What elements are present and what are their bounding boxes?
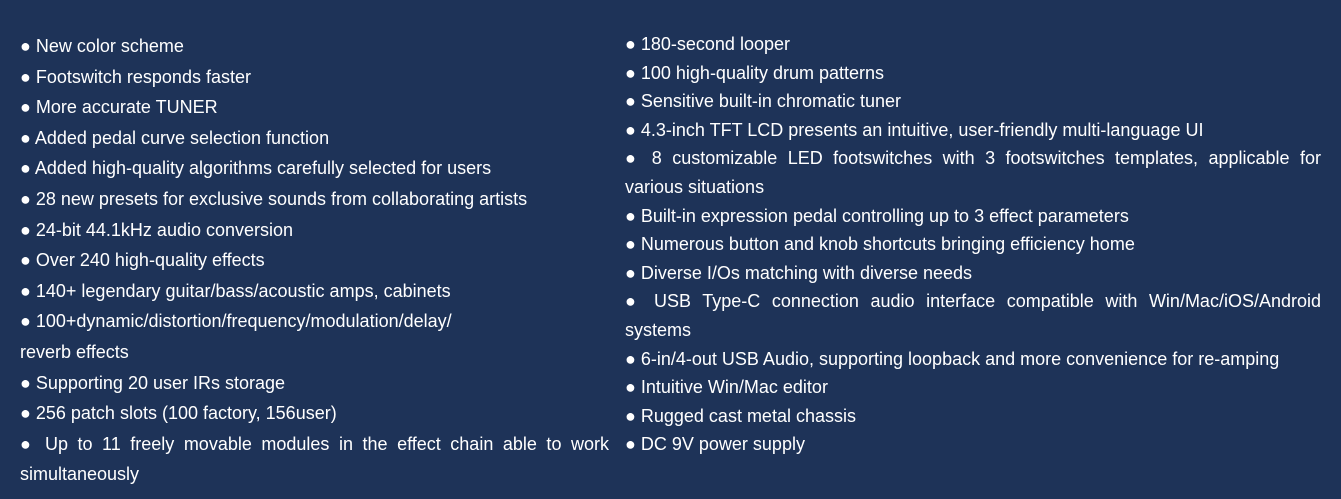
left-feature-list <box>20 31 609 490</box>
list-item: ● Added pedal curve selection function <box>20 127 330 148</box>
list-item: ● 100+dynamic/distortion/frequency/modulation/delay/ <box>20 311 452 332</box>
list-item: ● 100 high-quality drum patterns <box>625 62 885 83</box>
list-item: ● Sensitive built-in chromatic tuner <box>625 91 901 112</box>
list-item: ● 28 new presets for exclusive sounds from collaborating artists <box>20 188 528 209</box>
list-item: ● USB Type-C connection audio interface compatible with Win/Mac/iOS/Android systems <box>625 291 1321 340</box>
list-item: ● DC 9V power supply <box>625 434 805 455</box>
list-item: ● Supporting 20 user IRs storage <box>20 372 286 393</box>
list-item: ● 8 customizable LED footswitches with 3 footswitches templates, applicable for various situations <box>625 148 1321 197</box>
list-item: ● 180-second looper <box>625 34 790 54</box>
list-item: ● Numerous button and knob shortcuts bringing efficiency home <box>625 234 1135 255</box>
list-item: ● 4.3-inch TFT LCD presents an intuitive, user-friendly multi-language UI <box>625 119 1204 140</box>
list-item: ● Rugged cast metal chassis <box>625 405 856 426</box>
list-item: ● Intuitive Win/Mac editor <box>625 377 828 398</box>
list-item: ● Diverse I/Os matching with diverse needs <box>625 262 973 283</box>
list-item: ● Over 240 high-quality effects <box>20 250 265 271</box>
list-item: reverb effects <box>20 341 129 362</box>
list-item: ● More accurate TUNER <box>20 97 218 118</box>
list-item: ● Up to 11 freely movable modules in the effect chain able to work simultaneously <box>20 433 609 485</box>
list-item: ● 140+ legendary guitar/bass/acoustic amps, cabinets <box>20 280 451 301</box>
list-item: ● Built-in expression pedal controlling up to 3 effect parameters <box>625 205 1129 226</box>
list-item: ● 24-bit 44.1kHz audio conversion <box>20 219 294 240</box>
list-item: ● New color scheme <box>20 36 184 56</box>
list-item: ● Added high-quality algorithms carefully selected for users <box>20 158 492 179</box>
list-item: ● 6-in/4-out USB Audio, supporting loopback and more convenience for re-amping <box>625 348 1280 369</box>
list-item: ● 256 patch slots (100 factory, 156user) <box>20 403 337 424</box>
right-feature-list <box>625 30 1321 459</box>
list-item: ● Footswitch responds faster <box>20 66 251 87</box>
